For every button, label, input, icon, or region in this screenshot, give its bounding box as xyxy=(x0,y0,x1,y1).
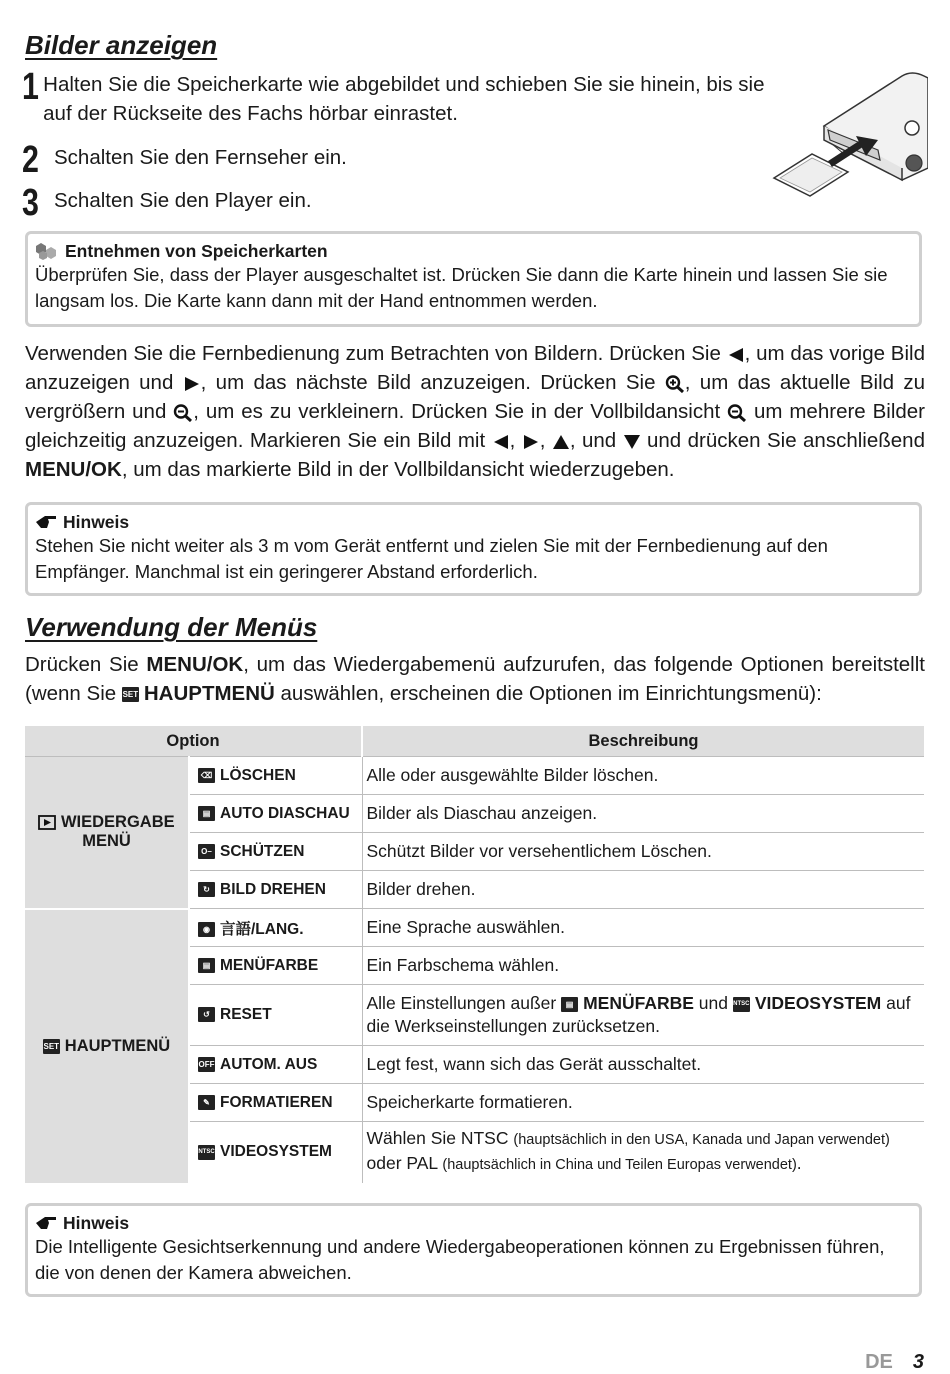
group-playback-menu xyxy=(25,757,189,909)
option-label: LÖSCHEN xyxy=(220,766,296,784)
remote-usage-paragraph xyxy=(25,339,925,484)
menu-options-table xyxy=(25,726,924,1183)
description-cell: Speicherkarte formatieren. xyxy=(362,1084,924,1122)
text-span: Alle Einstellungen außer xyxy=(366,993,562,1013)
text-span: , um das markierte Bild in der Vollbildansicht wiederzugeben. xyxy=(121,458,675,481)
option-label: BILD DREHEN xyxy=(220,880,326,898)
option-label: VIDEOSYSTEM xyxy=(220,1143,332,1161)
info-box-title: Entnehmen von Speicherkarten xyxy=(65,241,328,261)
text-span: Wählen Sie NTSC xyxy=(366,1128,514,1149)
menu-ok-key-label: MENU/OK xyxy=(25,458,122,481)
note-body: Die Intelligente Gesichtserkennung und andere Wiedergabeoperationen können zu Ergebnissen führen, die von denen der Kamera abweichen. xyxy=(35,1236,885,1283)
text-span: , um das nächste Bild anzuzeigen. Drücken Sie xyxy=(200,371,665,394)
text-span: , xyxy=(539,429,552,452)
left-arrow-icon xyxy=(492,434,510,450)
zoom-out-icon xyxy=(727,404,747,422)
option-label: MENÜFARBE xyxy=(220,956,319,974)
right-arrow-icon xyxy=(522,434,540,450)
menu-intro-paragraph xyxy=(25,650,925,708)
key-icon: O– xyxy=(198,844,215,859)
step-text: Schalten Sie den Player ein. xyxy=(54,189,312,212)
set-icon: SET xyxy=(43,1039,60,1054)
tip-hexagons-icon xyxy=(35,242,59,260)
option-cell xyxy=(189,871,362,909)
group-label: WIEDERGABE xyxy=(60,813,175,832)
option-label: 言語/LANG. xyxy=(220,920,304,938)
text-span: MENÜFARBE xyxy=(583,993,694,1013)
step-text: Halten Sie die Speicherkarte wie abgebildet und schieben Sie sie hinein, bis sie auf der Rückseite des Fachs hörbar einrastet. xyxy=(43,73,765,125)
description-cell xyxy=(362,1122,924,1183)
step-number: 2 xyxy=(22,139,39,181)
text-span: und xyxy=(693,993,733,1013)
description-cell: Ein Farbschema wählen. xyxy=(362,947,924,985)
option-label: SCHÜTZEN xyxy=(220,842,305,860)
group-label: HAUPTMENÜ xyxy=(64,1036,171,1055)
text-span: , xyxy=(509,429,522,452)
step-number: 3 xyxy=(22,182,39,224)
group-main-menu xyxy=(25,909,189,1183)
text-span: , um das Wiedergabemenü aufzurufen, das folgende Optionen bereitstellt (wenn Sie xyxy=(25,653,925,705)
text-span: . xyxy=(796,1153,802,1174)
option-cell xyxy=(189,1046,362,1084)
ntsc-pal-icon: NTSC xyxy=(733,997,750,1012)
step-1 xyxy=(22,66,782,128)
pointing-hand-icon xyxy=(35,514,57,530)
menu-color-icon: ▤ xyxy=(198,958,215,973)
description-cell xyxy=(362,985,924,1046)
note-title: Hinweis xyxy=(63,512,130,532)
player-card-insert-illustration xyxy=(772,68,928,198)
text-span: (hauptsächlich in China und Teilen Europas verwendet) xyxy=(442,1157,797,1174)
text-span: und drücken Sie anschließend xyxy=(640,429,925,452)
menu-ok-key-label: MENU/OK xyxy=(146,653,244,676)
option-cell xyxy=(189,757,362,795)
hauptmenu-label: HAUPTMENÜ xyxy=(143,682,275,705)
info-box-removing-cards xyxy=(25,231,922,327)
step-3 xyxy=(22,182,782,224)
right-arrow-icon xyxy=(183,376,201,392)
option-cell xyxy=(189,833,362,871)
group-label: MENÜ xyxy=(82,832,131,851)
text-span: , um es zu verkleinern. Drücken Sie in der Vollbildansicht xyxy=(193,400,728,423)
table-row xyxy=(25,757,924,795)
up-arrow-icon xyxy=(552,434,570,450)
note-body: Stehen Sie nicht weiter als 3 m vom Gerät entfernt und zielen Sie mit der Fernbedienung auf den Empfänger. Manchmal ist ein geringerer Abstand erforderlich. xyxy=(35,535,828,582)
option-cell xyxy=(189,947,362,985)
auto-off-icon: OFF xyxy=(198,1057,215,1072)
text-span: oder PAL xyxy=(366,1153,443,1174)
ntsc-pal-icon: NTSC xyxy=(198,1145,215,1160)
description-cell: Bilder drehen. xyxy=(362,871,924,909)
description-cell: Alle oder ausgewählte Bilder löschen. xyxy=(362,757,924,795)
option-label: AUTO DIASCHAU xyxy=(220,804,350,822)
text-span: , und xyxy=(569,429,623,452)
page-number: 3 xyxy=(912,1351,924,1373)
text-span: Verwenden Sie die Fernbedienung zum Betrachten von Bildern. Drücken Sie xyxy=(25,342,727,365)
text-span: auf die Werkseinstellungen zurücksetzen. xyxy=(366,993,911,1036)
rotate-icon: ↻ xyxy=(198,882,215,897)
left-arrow-icon xyxy=(727,347,745,363)
trash-icon: ⌫ xyxy=(198,768,215,783)
set-icon: SET xyxy=(122,687,139,702)
zoom-out-icon xyxy=(173,404,193,422)
text-span: (hauptsächlich in den USA, Kanada und Japan verwendet) xyxy=(513,1132,890,1149)
page-footer xyxy=(865,1351,924,1374)
table-header-row xyxy=(25,726,924,757)
header-description: Beschreibung xyxy=(362,726,924,757)
option-cell xyxy=(189,1122,362,1183)
option-cell xyxy=(189,909,362,947)
slideshow-icon: ▤ xyxy=(198,806,215,821)
option-label: RESET xyxy=(220,1006,272,1023)
option-label: FORMATIEREN xyxy=(220,1093,333,1111)
option-cell xyxy=(189,985,362,1046)
step-2 xyxy=(22,139,782,181)
down-arrow-icon xyxy=(623,434,641,450)
playback-icon xyxy=(38,815,56,830)
step-number: 1 xyxy=(22,66,39,108)
section-title-bilder-anzeigen: Bilder anzeigen xyxy=(25,30,218,60)
text-span: Drücken Sie xyxy=(25,653,147,676)
reset-icon: ↺ xyxy=(198,1007,215,1022)
text-span: VIDEOSYSTEM xyxy=(754,993,882,1013)
note-title: Hinweis xyxy=(63,1213,130,1233)
language-code: DE xyxy=(865,1351,893,1373)
text-span: , um das aktuelle Bild zu vergrößern und xyxy=(25,371,926,423)
description-cell: Schützt Bilder vor versehentlichem Löschen. xyxy=(362,833,924,871)
description-cell: Eine Sprache auswählen. xyxy=(362,909,924,947)
language-icon: ◉ xyxy=(198,922,215,937)
description-cell: Bilder als Diaschau anzeigen. xyxy=(362,795,924,833)
text-span: auswählen, erscheinen die Optionen im Einrichtungsmenü): xyxy=(274,682,822,705)
step-text: Schalten Sie den Fernseher ein. xyxy=(54,146,347,169)
info-box-body: Überprüfen Sie, dass der Player ausgeschaltet ist. Drücken Sie dann die Karte hinein und lassen Sie sie langsam los. Die Karte kann dann mit der Hand entnommen werden. xyxy=(35,264,888,311)
option-cell xyxy=(189,1084,362,1122)
menu-color-icon: ▤ xyxy=(561,997,578,1012)
option-label: AUTOM. AUS xyxy=(220,1055,318,1073)
note-box-distance xyxy=(25,502,922,596)
zoom-in-icon xyxy=(665,375,685,393)
table-row xyxy=(25,909,924,947)
text-span: , um das vorige Bild anzuzeigen und xyxy=(25,342,925,394)
format-icon: ✎ xyxy=(198,1095,215,1110)
pointing-hand-icon xyxy=(35,1215,57,1231)
section-title-menus: Verwendung der Menüs xyxy=(25,612,318,642)
description-cell: Legt fest, wann sich das Gerät ausschaltet. xyxy=(362,1046,924,1084)
text-span: um mehrere Bilder gleichzeitig anzuzeigen. Markieren Sie ein Bild mit xyxy=(25,400,925,452)
option-cell xyxy=(189,795,362,833)
header-option: Option xyxy=(25,726,362,757)
note-box-face-detection xyxy=(25,1203,922,1297)
